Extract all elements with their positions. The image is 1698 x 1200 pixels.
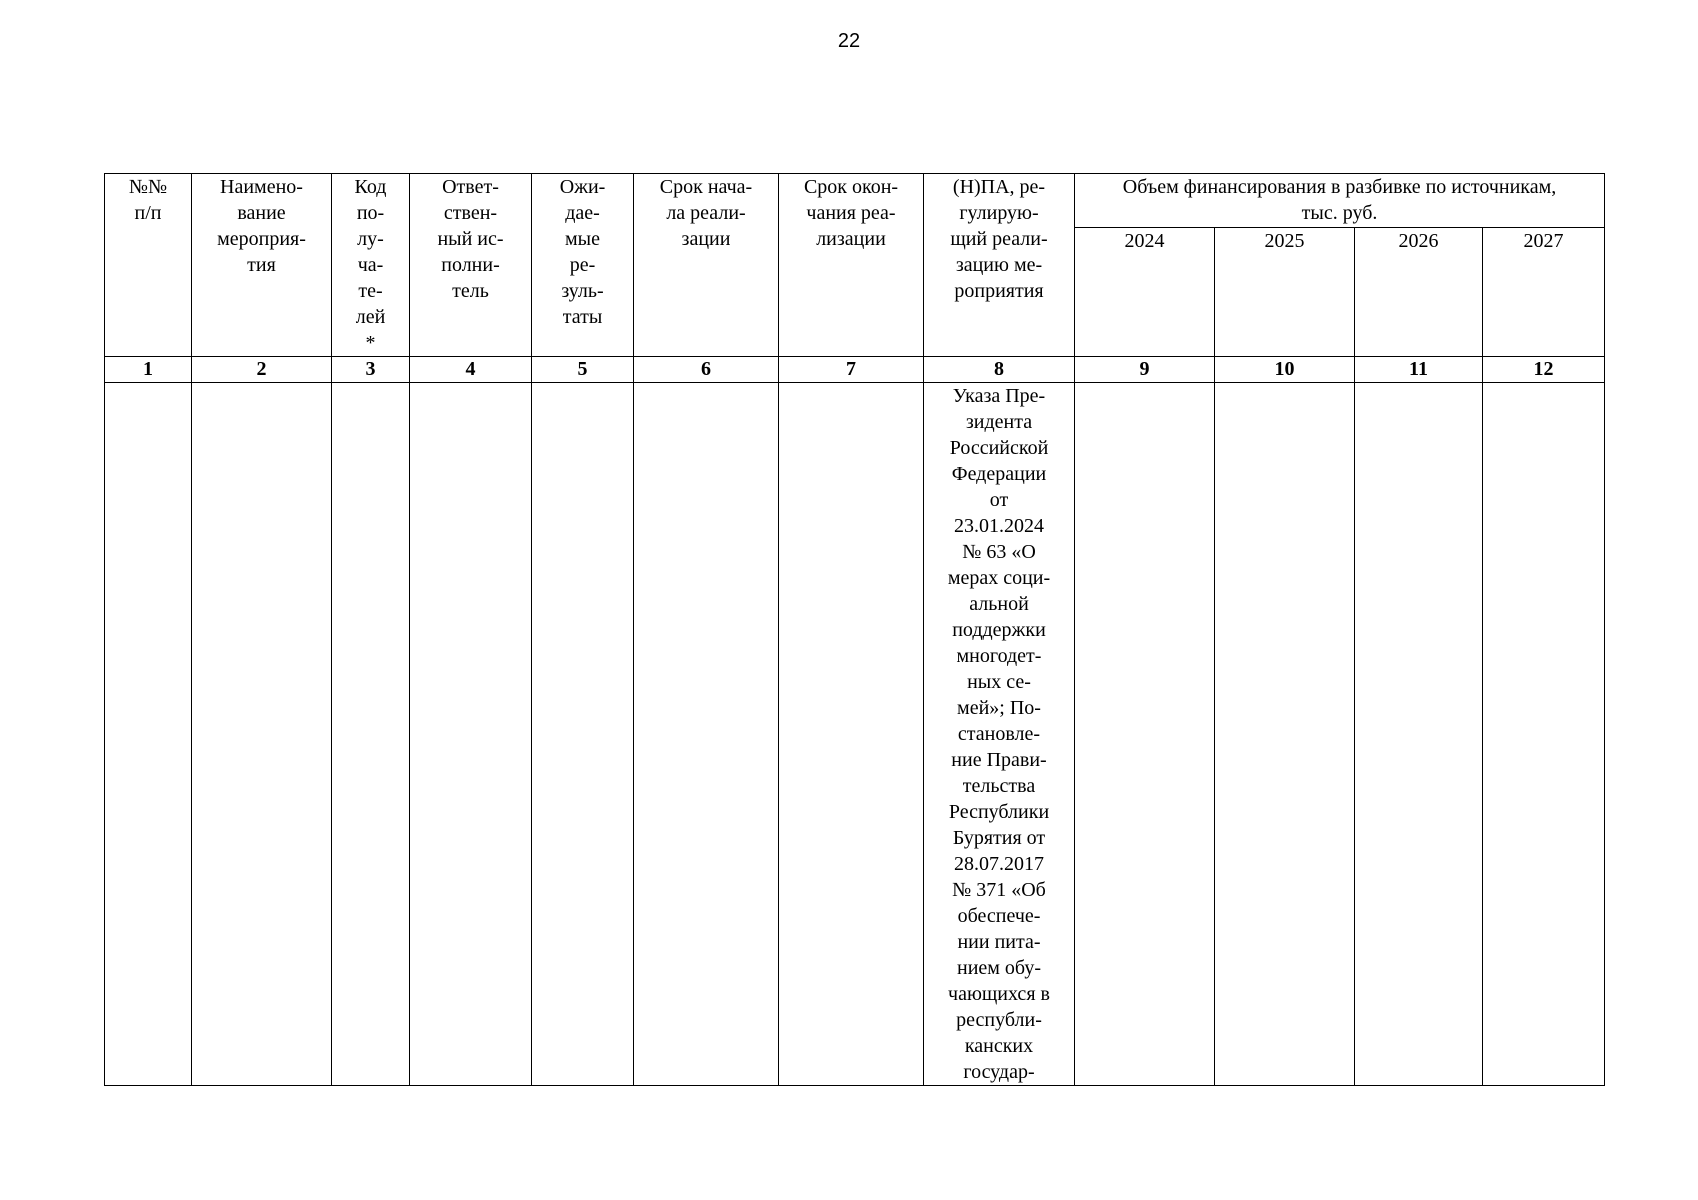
header-cell-end-date: Срок окон- чания реа- лизации — [779, 174, 924, 357]
column-number: 6 — [634, 357, 779, 383]
header-cell-recipient-code: Код по- лу- ча- те- лей * — [332, 174, 410, 357]
column-number: 4 — [410, 357, 532, 383]
header-cell-year-2026: 2026 — [1355, 227, 1483, 356]
table-cell — [532, 383, 634, 1086]
table-cell — [105, 383, 192, 1086]
column-number: 7 — [779, 357, 924, 383]
table-cell — [1215, 383, 1355, 1086]
table-cell — [1355, 383, 1483, 1086]
header-cell-year-2024: 2024 — [1075, 227, 1215, 356]
header-cell-funding-group: Объем финансирования в разбивке по источникам, тыс. руб. — [1075, 174, 1605, 228]
header-cell-start-date: Срок нача- ла реали- зации — [634, 174, 779, 357]
column-number: 9 — [1075, 357, 1215, 383]
table-cell — [634, 383, 779, 1086]
column-number: 12 — [1483, 357, 1605, 383]
column-number: 2 — [192, 357, 332, 383]
column-number: 5 — [532, 357, 634, 383]
column-number: 10 — [1215, 357, 1355, 383]
table-cell — [410, 383, 532, 1086]
column-number: 8 — [924, 357, 1075, 383]
header-cell-expected-results: Ожи- дае- мые ре- зуль- таты — [532, 174, 634, 357]
header-cell-year-2027: 2027 — [1483, 227, 1605, 356]
table-cell — [1075, 383, 1215, 1086]
table-cell — [192, 383, 332, 1086]
table-row — [105, 383, 1605, 1086]
header-row — [105, 174, 1605, 228]
table-cell — [779, 383, 924, 1086]
header-cell-responsible: Ответ- ствен- ный ис- полни- тель — [410, 174, 532, 357]
page-number: 22 — [837, 30, 861, 52]
header-cell-legal-act: (Н)ПА, ре- гулирую- щий реали- зацию ме- роприятия — [924, 174, 1075, 357]
table-cell — [332, 383, 410, 1086]
measures-table — [104, 173, 1605, 1086]
column-number: 3 — [332, 357, 410, 383]
table-cell — [1483, 383, 1605, 1086]
header-cell-year-2025: 2025 — [1215, 227, 1355, 356]
column-numbers-row — [105, 357, 1605, 383]
header-cell-measure-name: Наимено- вание мероприя- тия — [192, 174, 332, 357]
table-cell-legal-act: Указа Пре- зидента Российской Федерации от 23.01.2024 № 63 «О мерах соци- альной поддержки многодет- ных се- мей»; По- становле- ние Прави- тельства Республики Бурятия от 28.07.2017 № 371 «Об обеспече- нии пита- нием обу- чающихся в республи- канских государ- — [924, 383, 1075, 1086]
header-cell-number: №№ п/п — [105, 174, 192, 357]
column-number: 1 — [105, 357, 192, 383]
column-number: 11 — [1355, 357, 1483, 383]
